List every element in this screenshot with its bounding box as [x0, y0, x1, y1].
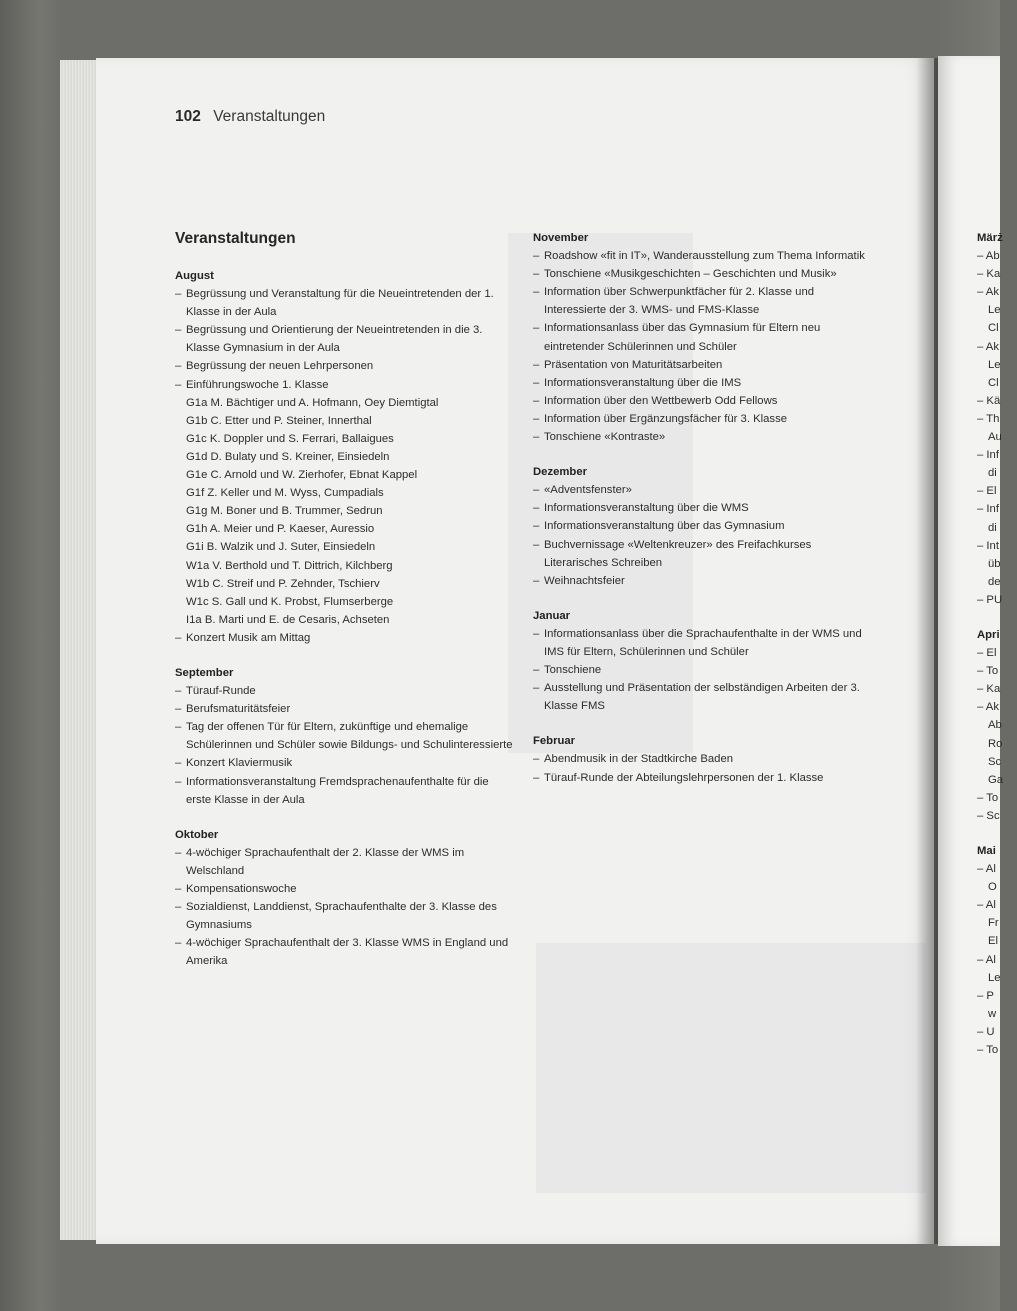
cropped-line: – To	[977, 1044, 999, 1057]
bleed-through-image	[536, 943, 926, 1193]
month-heading: September	[175, 666, 234, 679]
cropped-line: – El	[977, 647, 997, 660]
class-camp-entry: G1b C. Etter und P. Steiner, Innerthal	[186, 414, 372, 427]
cropped-line: Au	[988, 431, 1002, 444]
cropped-line: Ga	[988, 773, 1004, 786]
cropped-line: – Kä	[977, 394, 1001, 407]
list-item: – Abendmusik in der Stadtkirche Baden	[533, 750, 878, 768]
list-item: – Konzert Klaviermusik	[175, 754, 515, 772]
month-heading: November	[533, 232, 589, 244]
cropped-line: El	[988, 935, 999, 948]
list-item: – Informationsanlass über das Gymnasium für Eltern neu eintretender Schülerinnen und Schüler	[533, 319, 878, 355]
list-item: – Informationsanlass über die Sprachaufenthalte in der WMS und IMS für Eltern, Schülerinnen und Schüler	[533, 625, 878, 661]
list-item: – Türauf-Runde	[175, 682, 515, 700]
month-section-mai	[977, 842, 1017, 1059]
cropped-line: O	[988, 881, 997, 894]
cropped-line: – To	[977, 665, 999, 678]
class-camp-entry: G1d D. Bulaty und S. Kreiner, Einsiedeln	[186, 450, 390, 463]
cropped-line: – Ab	[977, 250, 1000, 263]
list-item: – Tag der offenen Tür für Eltern, zukünftige und ehemalige Schülerinnen und Schüler sowie Bildungs- und Schulinteressierte	[175, 718, 515, 754]
list-item: – Information über Schwerpunktfächer für 2. Klasse und Interessierte der 3. WMS- und FMS-Klasse	[533, 283, 878, 319]
class-camp-entry: G1e C. Arnold und W. Zierhofer, Ebnat Kappel	[186, 469, 418, 482]
list-item: – Information über Ergänzungsfächer für 3. Klasse	[533, 410, 878, 428]
cropped-line: – Th	[977, 412, 1000, 425]
running-head	[175, 108, 325, 126]
list-item: – Informationsveranstaltung über das Gymnasium	[533, 517, 878, 535]
cropped-line: – Al	[977, 953, 996, 966]
list-item: – Kompensationswoche	[175, 880, 515, 898]
cropped-line: – To	[977, 791, 999, 804]
class-camp-entry: G1h A. Meier und P. Kaeser, Auressio	[186, 523, 375, 536]
column-middle	[533, 229, 878, 804]
cropped-line: üb	[988, 557, 1001, 570]
cropped-line: Le	[988, 304, 1001, 317]
cropped-line: – Ak	[977, 286, 999, 299]
list-item: – Weihnachtsfeier	[533, 572, 878, 590]
cropped-line: – Inf	[977, 503, 999, 516]
class-camp-entry: G1a M. Bächtiger und A. Hofmann, Oey Diemtigtal	[186, 396, 439, 409]
list-item: – Türauf-Runde der Abteilungslehrpersonen der 1. Klasse	[533, 769, 878, 787]
month-heading: Apri	[977, 628, 1000, 641]
class-camp-entry: G1i B. Walzik und J. Suter, Einsiedeln	[186, 541, 376, 554]
cropped-line: – Al	[977, 863, 996, 876]
month-heading: Märż	[977, 232, 1003, 244]
cropped-line: – P	[977, 989, 994, 1002]
month-section-april	[977, 626, 1017, 825]
cropped-line: – Ka	[977, 683, 1001, 696]
cropped-line: – Ak	[977, 340, 999, 353]
class-camp-entry: G1g M. Boner und B. Trummer, Sedrun	[186, 505, 383, 518]
list-item: – Präsentation von Maturitätsarbeiten	[533, 356, 878, 374]
class-camp-entry: W1b C. Streif und P. Zehnder, Tschierv	[186, 577, 380, 590]
list-item: – Informationsveranstaltung über die WMS	[533, 499, 878, 517]
list-item: – Begrüssung der neuen Lehrpersonen	[175, 357, 515, 375]
list-item: – Informationsveranstaltung Fremdsprachenaufenthalte für die erste Klasse in der Aula	[175, 773, 515, 809]
list-item: – Einführungswoche 1. Klasse	[175, 376, 515, 394]
cropped-line: – Int	[977, 539, 999, 552]
cropped-line: Ab	[988, 719, 1002, 732]
month-section-januar	[533, 607, 878, 716]
book-gutter	[916, 58, 940, 1244]
running-head-title: Veranstaltungen	[213, 108, 326, 125]
list-item: – «Adventsfenster»	[533, 481, 878, 499]
cropped-line: – U	[977, 1025, 995, 1038]
column-right-cropped	[977, 229, 1017, 1076]
list-item: – Sozialdienst, Landdienst, Sprachaufenthalte der 3. Klasse des Gymnasiums	[175, 898, 515, 934]
list-item: – Tonschiene «Musikgeschichten – Geschichten und Musik»	[533, 265, 878, 283]
month-section-oktober	[175, 826, 515, 971]
list-item: – Begrüssung und Orientierung der Neueintretenden in die 3. Klasse Gymnasium in der Aula	[175, 321, 515, 357]
cropped-line: di	[988, 467, 997, 480]
page-number: 102	[175, 108, 201, 125]
class-camp-entry: G1c K. Doppler und S. Ferrari, Ballaigues	[186, 432, 394, 445]
cropped-line: – El	[977, 485, 997, 498]
month-heading: Februar	[533, 735, 576, 748]
cropped-line: w	[988, 1007, 997, 1020]
class-camp-entry: W1c S. Gall und K. Probst, Flumserberge	[186, 595, 394, 608]
cropped-line: Cl	[988, 376, 999, 389]
cropped-line: de	[988, 575, 1001, 588]
class-camp-entry: G1f Z. Keller und M. Wyss, Cumpadials	[186, 487, 384, 500]
section-title: Veranstaltungen	[175, 230, 296, 247]
cropped-line: – Ak	[977, 701, 999, 714]
list-item: – Buchvernissage «Weltenkreuzer» des Freifachkurses Literarisches Schreiben	[533, 536, 878, 572]
list-item: – Informationsveranstaltung über die IMS	[533, 374, 878, 392]
list-item: – 4-wöchiger Sprachaufenthalt der 2. Klasse der WMS im Welschland	[175, 844, 515, 880]
month-heading: August	[175, 270, 214, 282]
page-edge-stack	[60, 60, 101, 1240]
list-item: – 4-wöchiger Sprachaufenthalt der 3. Klasse WMS in England und Amerika	[175, 934, 515, 970]
list-item: – Information über den Wettbewerb Odd Fellows	[533, 392, 878, 410]
month-section-september	[175, 664, 515, 809]
list-item: – Tonschiene	[533, 661, 878, 679]
month-heading: Mai	[977, 845, 996, 857]
cropped-line: Sc	[988, 755, 1002, 768]
cropped-line: – Inf	[977, 449, 999, 462]
list-item: – Tonschiene «Kontraste»	[533, 428, 878, 446]
class-camp-entry: W1a V. Berthold und T. Dittrich, Kilchberg	[186, 559, 393, 572]
cropped-line: Cl	[988, 322, 999, 335]
cropped-line: – PU	[977, 593, 1003, 606]
column-left	[175, 229, 515, 987]
month-section-august	[175, 267, 515, 647]
month-heading: Dezember	[533, 466, 587, 479]
month-section-november	[533, 229, 878, 446]
list-item: – Berufsmaturitätsfeier	[175, 700, 515, 718]
cropped-line: di	[988, 521, 997, 534]
month-heading: Januar	[533, 609, 571, 622]
cropped-line: – Al	[977, 899, 996, 912]
cropped-line: – Sc	[977, 809, 1000, 822]
cropped-line: Ro	[988, 737, 1003, 750]
list-item: – Begrüssung und Veranstaltung für die Neueintretenden der 1. Klasse in der Aula	[175, 285, 515, 321]
cropped-line: – Ka	[977, 268, 1001, 281]
list-item: – Ausstellung und Präsentation der selbständigen Arbeiten der 3. Klasse FMS	[533, 679, 878, 715]
month-section-februar	[533, 732, 878, 786]
list-item: – Konzert Musik am Mittag	[175, 629, 515, 647]
month-heading: Oktober	[175, 828, 219, 841]
list-item: – Roadshow «fit in IT», Wanderausstellung zum Thema Informatik	[533, 247, 878, 265]
class-camp-entry: I1a B. Marti und E. de Cesaris, Achseten	[186, 613, 390, 626]
cropped-line: Fr	[988, 917, 999, 930]
cropped-line: Le	[988, 358, 1001, 371]
month-section-maerz	[977, 229, 1017, 609]
cropped-line: Le	[988, 971, 1001, 984]
month-section-dezember	[533, 463, 878, 590]
